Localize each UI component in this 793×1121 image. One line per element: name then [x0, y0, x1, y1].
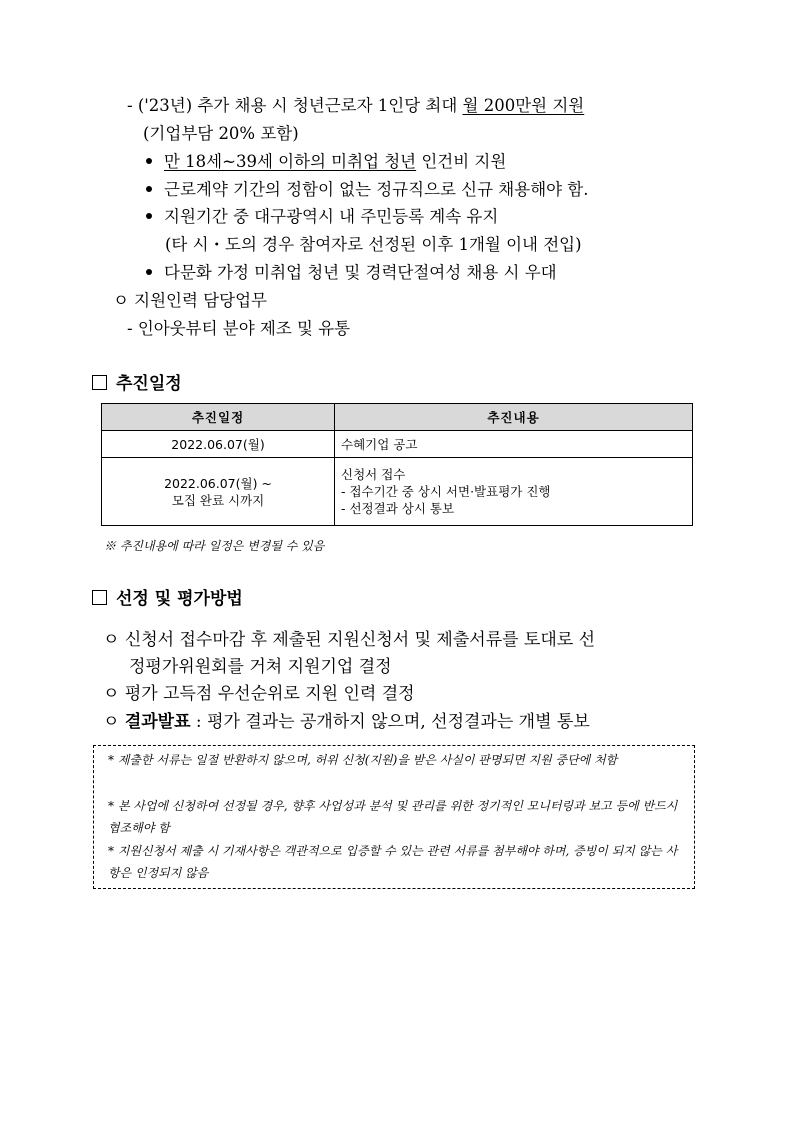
selection-item-review: ㅇ 신청서 접수마감 후 제출된 지원신청서 및 제출서류를 토대로 선 [103, 630, 596, 650]
table-row [102, 431, 693, 458]
content-line: 신청서 접수 [341, 467, 406, 482]
residency-text: 지원기간 중 대구광역시 내 주민등록 계속 유지 [164, 207, 499, 226]
bullet-dot-icon [146, 186, 152, 192]
bullet-dot-icon [146, 213, 152, 219]
table-header-row [102, 404, 693, 431]
selection-item-review-cont: 정평가위원회를 거쳐 지원기업 결정 [129, 657, 392, 677]
support-amount-line [127, 95, 584, 117]
selection-item-announcement [103, 711, 590, 733]
preference-text: 다문화 가정 미취업 청년 및 경력단절여성 채용 시 우대 [164, 263, 557, 282]
residency-subnote: (타 시・도의 경우 참여자로 선정된 이후 1개월 이내 전입) [165, 235, 582, 254]
announcement-label: 결과발표 [124, 712, 191, 732]
bullet-age-requirement [146, 151, 506, 173]
table-cell-date: 2022.06.07(월) [102, 431, 335, 458]
table-cell-content: 수혜기업 공고 [335, 431, 693, 458]
notice-item: * 지원신청서 제출 시 기재사항은 객관적으로 입증할 수 있는 관련 서류를 첨부해야 하며, 증빙이 되지 않는 사항은 인정되지 않음 [108, 844, 678, 880]
schedule-heading [92, 373, 182, 395]
schedule-table [101, 403, 693, 526]
support-amount-prefix: - ('23년) 추가 채용 시 청년근로자 1인당 최대 [127, 96, 463, 115]
company-share-line: (기업부담 20% 포함) [143, 124, 299, 143]
notice-item: * 본 사업에 신청하여 선정될 경우, 향후 사업성과 분석 및 관리를 위한 정기적인 모니터링과 보고 등에 반드시 협조해야 함 [108, 799, 678, 835]
selection-heading [92, 588, 243, 610]
checkbox-square-icon [92, 590, 107, 605]
selection-item-ranking: ㅇ 평가 고득점 우선순위로 지원 인력 결정 [103, 684, 415, 704]
date-range-end: 모집 완료 시까지 [171, 492, 265, 508]
table-header-date: 추진일정 [102, 404, 335, 431]
age-requirement-rest: 인건비 지원 [416, 152, 507, 171]
checkbox-square-icon [92, 375, 107, 390]
table-cell-date [102, 458, 335, 526]
bullet-residency [146, 206, 498, 228]
content-line: - 선정결과 상시 통보 [341, 501, 455, 516]
date-range-start: 2022.06.07(월) ~ [164, 475, 272, 491]
bullet-preference [146, 262, 557, 284]
schedule-note: ※ 추진내용에 따라 일정은 변경될 수 있음 [104, 539, 325, 553]
support-amount-highlight: 월 200만원 지원 [462, 96, 585, 115]
announcement-text: : 평가 결과는 공개하지 않으며, 선정결과는 개별 통보 [190, 712, 590, 732]
schedule-heading-text: 추진일정 [116, 374, 182, 394]
table-row [102, 458, 693, 526]
support-staff-duty-heading: ㅇ 지원인력 담당업무 [113, 291, 267, 310]
selection-heading-text: 선정 및 평가방법 [116, 589, 243, 609]
table-header-content: 추진내용 [335, 404, 693, 431]
bullet-permanent-employment [146, 179, 589, 201]
announcement-prefix: ㅇ [103, 712, 125, 732]
bullet-dot-icon [146, 269, 152, 275]
permanent-employment-text: 근로계약 기간의 정함이 없는 정규직으로 신규 채용해야 함. [164, 180, 589, 199]
bullet-dot-icon [146, 158, 152, 164]
table-cell-content [335, 458, 693, 526]
age-requirement-highlight: 만 18세~39세 이하의 미취업 청년 [164, 152, 417, 171]
content-line: - 접수기간 중 상시 서면·발표평가 진행 [341, 484, 551, 499]
notice-box [93, 745, 695, 889]
support-staff-duty-detail: - 인아웃뷰티 분야 제조 및 유통 [127, 319, 351, 338]
notice-item: * 제출한 서류는 일절 반환하지 않으며, 허위 신청(지원)을 받은 사실이 판명되면 지원 중단에 처함 [108, 753, 618, 767]
